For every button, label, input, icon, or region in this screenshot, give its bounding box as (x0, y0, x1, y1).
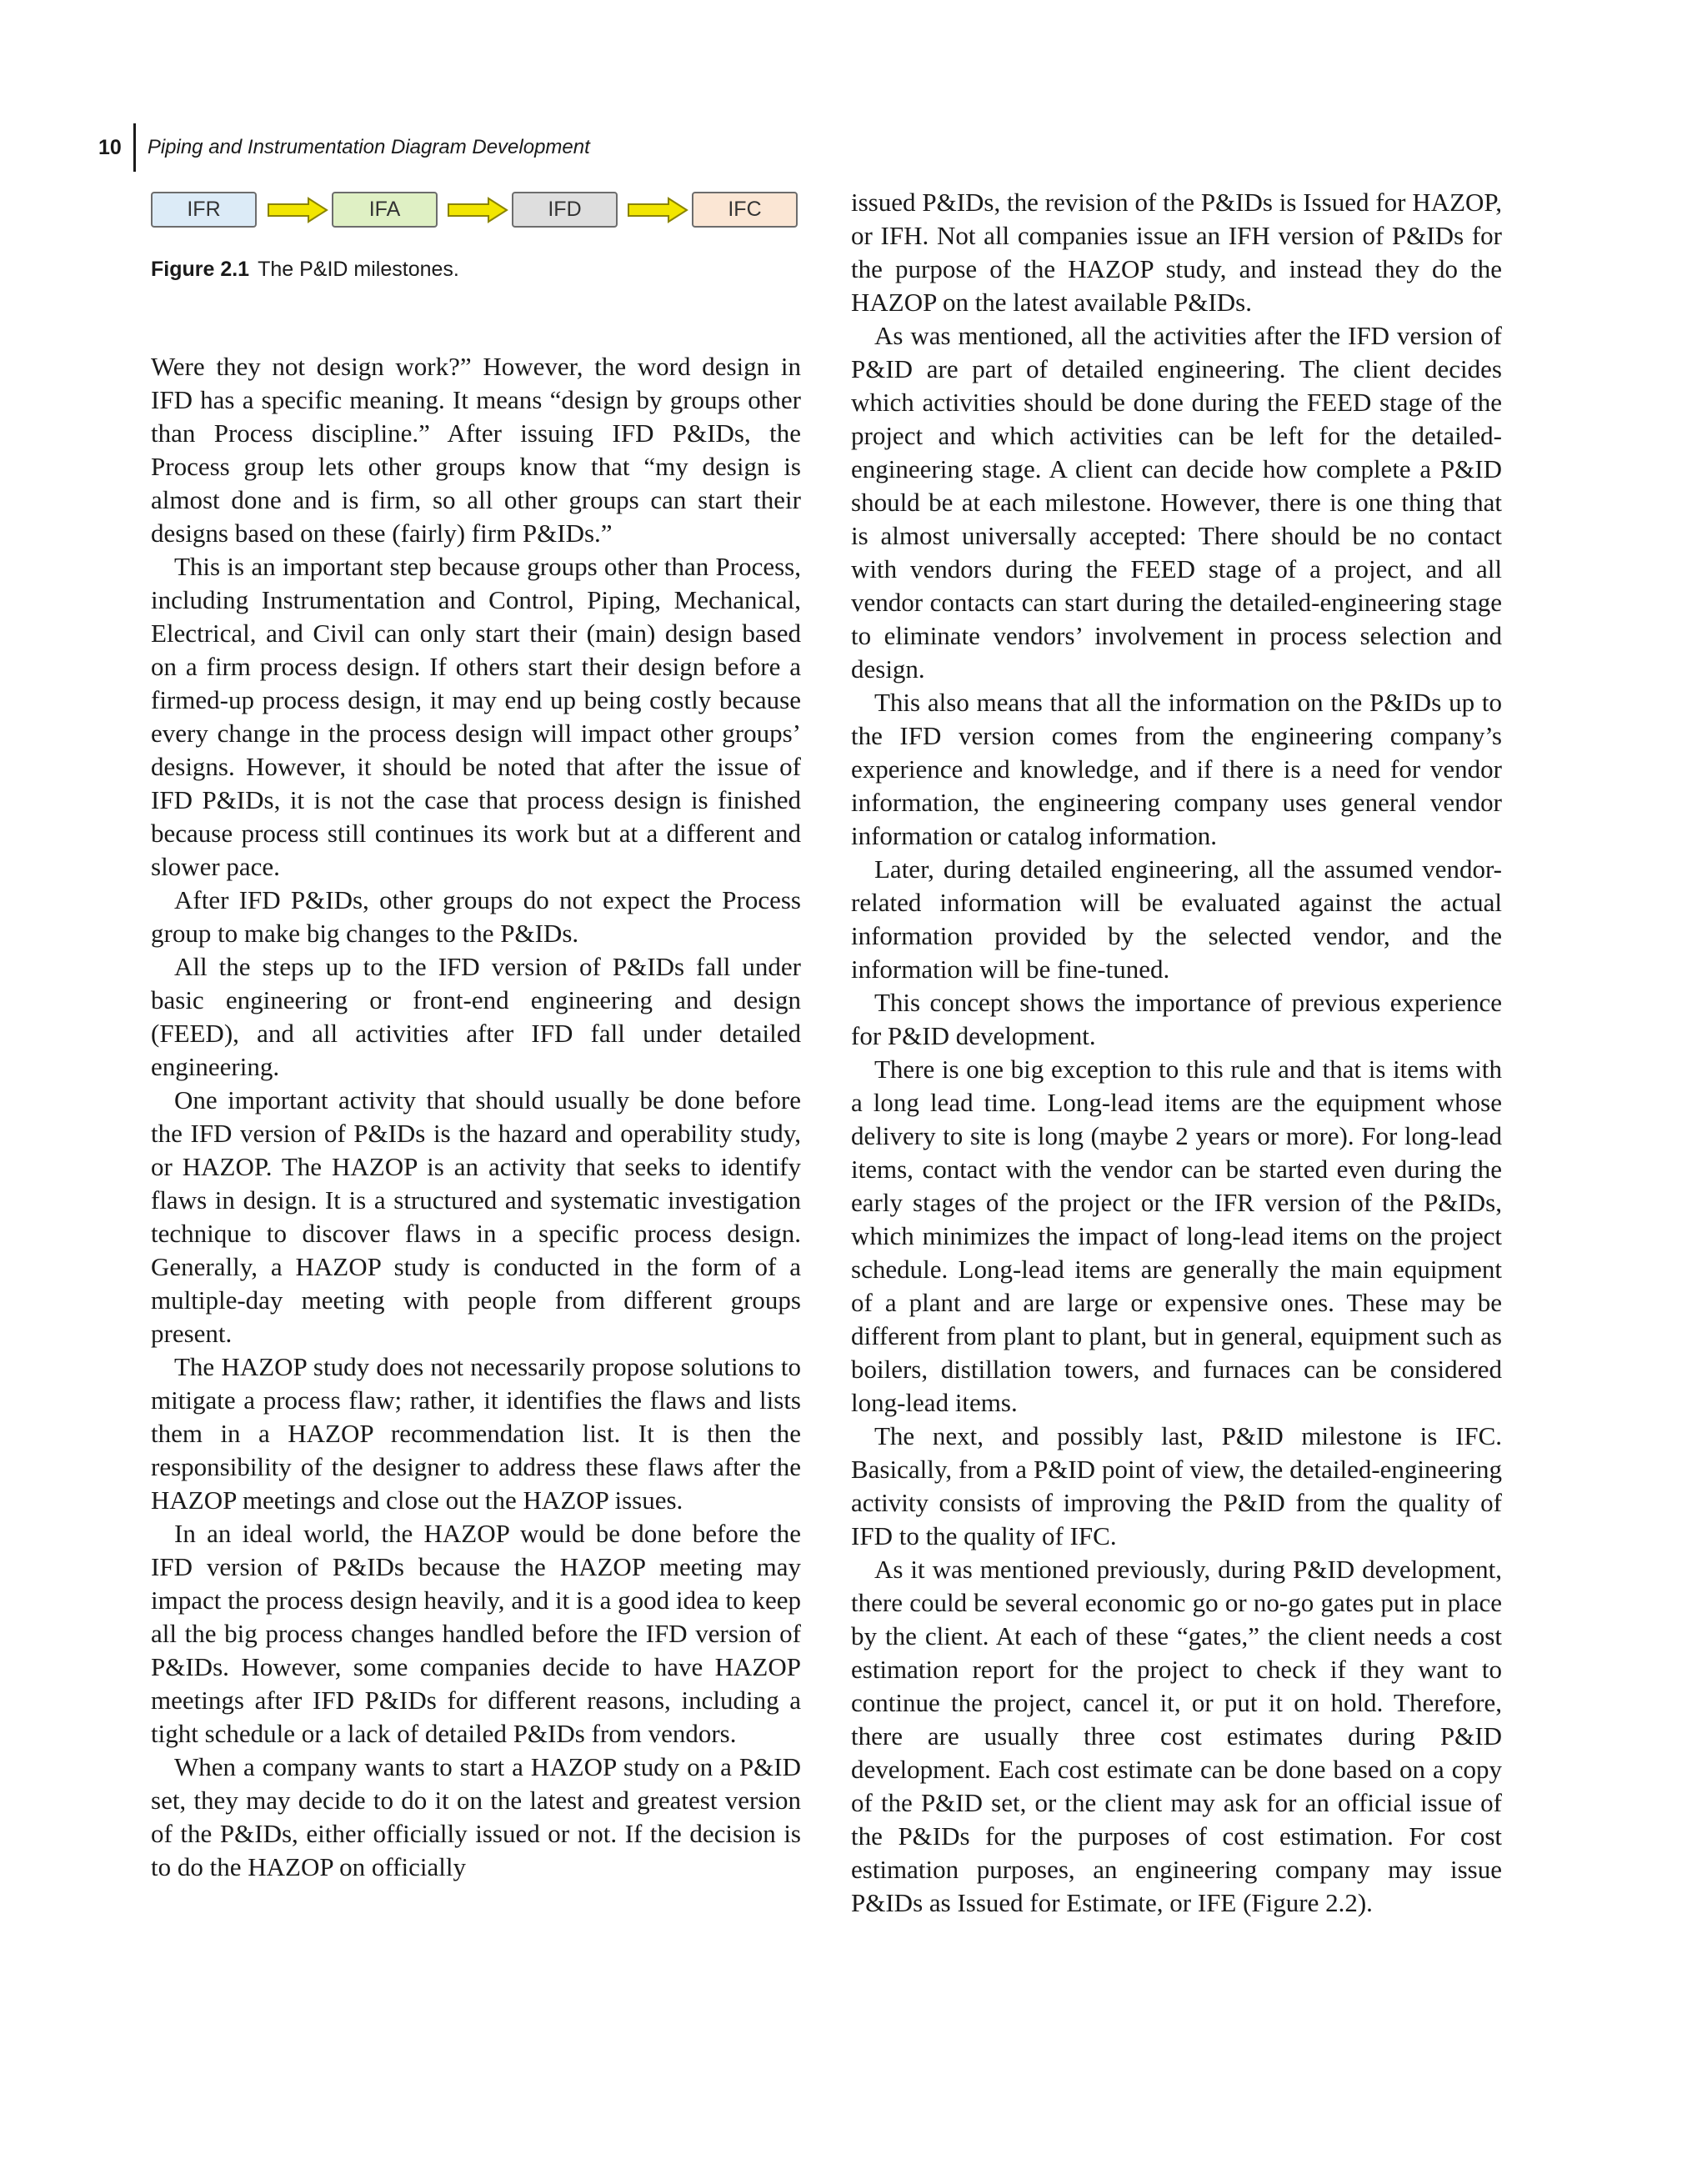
paragraph: There is one big exception to this rule and that is items with a long lead time. Long-lead items are the equipment whose delivery to site is long (maybe 2 years or more). For long-lead items, contact with the vendor can be started even during the early stages of the project or the IFR version of the P&IDs, which minimizes the impact of long-lead items on the project schedule. Long-lead items are generally the main equipment of a plant and are large or expensive ones. These may be different from plant to plant, but in general, equipment such as boilers, distillation towers, and furnaces can be considered long-lead items. (851, 1054, 1502, 1417)
paragraph: All the steps up to the IFD version of P&IDs fall under basic engineering or front-end engineering and design (FEED), and all activities after IFD fall under detailed engineering. (151, 952, 801, 1081)
right-arrow-icon (627, 197, 688, 223)
right-column (851, 186, 1502, 1920)
paragraph: As was mentioned, all the activities after the IFD version of P&ID are part of detailed engineering. The client decides which activities should be done during the FEED stage of the project and which activities can be left for the detailed-engineering stage. A client can decide how complete a P&ID should be at each milestone. However, there is one thing that is almost universally accepted: There should be no contact with vendors during the FEED stage of a project, and all vendor contacts can start during the detailed-engineering stage to eliminate vendors’ involvement in process selection and design. (851, 321, 1502, 684)
milestone-label: IFD (548, 198, 582, 221)
figure-label: Figure 2.1 (151, 258, 250, 281)
paragraph: The next, and possibly last, P&ID milestone is IFC. Basically, from a P&ID point of view, the detailed-engineering activity consists of improving the P&ID from the quality of IFD to the quality of IFC. (851, 1421, 1502, 1550)
right-arrow-icon (267, 197, 328, 223)
page-number: 10 (98, 135, 122, 159)
milestone-label: IFR (187, 198, 221, 221)
milestone-ifr (151, 192, 257, 228)
milestone-label: IFA (368, 198, 401, 221)
paragraph: As it was mentioned previously, during P&ID development, there could be several economic go or no-go gates put in place by the client. At each of these “gates,” the client needs a cost estimation report for the project to check if they want to continue the project, cancel it, or put it on hold. Therefore, there are usually three cost estimates during P&ID development. Each cost estimate can be done based on a copy of the P&ID set, or the client may ask for an official issue of the P&IDs for the purposes of cost estimation. For cost estimation purposes, an engineering company may issue P&IDs as Issued for Estimate, or IFE (Figure 2.2). (851, 1555, 1502, 1917)
paragraph: Were they not design work?” However, the word design in IFD has a specific meaning. It means “design by groups other than Process discipline.” After issuing IFD P&IDs, the Process group lets other groups know that “my design is almost done and is firm, so all other groups can start their designs based on these (fairly) firm P&IDs.” (151, 352, 801, 548)
paragraph: Later, during detailed engineering, all the assumed vendor-related information will be evaluated against the actual information provided by the selected vendor, and the information will be fine-tuned. (851, 854, 1502, 984)
milestone-ifc (692, 192, 798, 228)
paragraph: One important activity that should usually be done before the IFD version of P&IDs is the hazard and operability study, or HAZOP. The HAZOP is an activity that seeks to identify flaws in design. It is a structured and systematic investigation technique to discover flaws in a specific process design. Generally, a HAZOP study is conducted in the form of a multiple-day meeting with people from different groups present. (151, 1085, 801, 1348)
running-title: Piping and Instrumentation Diagram Development (147, 136, 590, 158)
figure-caption (151, 258, 459, 282)
paragraph: In an ideal world, the HAZOP would be done before the IFD version of P&IDs because the HAZOP meeting may impact the process design heavily, and it is a good idea to keep all the big process changes handled before the IFD version of P&IDs. However, some companies decide to have HAZOP meetings after IFD P&IDs for different reasons, including a tight schedule or a lack of detailed P&IDs from vendors. (151, 1519, 801, 1748)
paragraph: This also means that all the information on the P&IDs up to the IFD version comes from the engineering company’s experience and knowledge, and if there is a need for vendor information, the engineering company uses general vendor information or catalog information. (851, 688, 1502, 850)
left-column (151, 350, 801, 1884)
paragraph: After IFD P&IDs, other groups do not expect the Process group to make big changes to the P&IDs. (151, 885, 801, 948)
paragraph: This concept shows the importance of previous experience for P&ID development. (851, 988, 1502, 1050)
paragraph: The HAZOP study does not necessarily propose solutions to mitigate a process flaw; rather, it identifies the flaws and lists them in a HAZOP recommendation list. It is then the responsibility of the designer to address these flaws after the HAZOP meetings and close out the HAZOP issues. (151, 1352, 801, 1515)
milestone-ifd (512, 192, 618, 228)
figure-caption-text: The P&ID milestones. (258, 258, 459, 281)
milestone-label: IFC (728, 198, 762, 221)
paragraph: This is an important step because groups other than Process, including Instrumentation and Control, Piping, Mechanical, Electrical, and Civil can only start their (main) design based on a firm process design. If others start their design before a firmed-up process design, it may end up being costly because every change in the process design will impact other groups’ designs. However, it should be noted that after the issue of IFD P&IDs, it is not the case that process design is finished because process still continues its work but at a different and slower pace. (151, 552, 801, 881)
right-arrow-icon (447, 197, 508, 223)
paragraph: When a company wants to start a HAZOP study on a P&ID set, they may decide to do it on the latest and greatest version of the P&IDs, either officially issued or not. If the decision is to do the HAZOP on officially (151, 1752, 801, 1881)
milestone-ifa (332, 192, 438, 228)
paragraph: issued P&IDs, the revision of the P&IDs is Issued for HAZOP, or IFH. Not all companies issue an IFH version of P&IDs for the purpose of the HAZOP study, and instead they do the HAZOP on the latest available P&IDs. (851, 188, 1502, 317)
